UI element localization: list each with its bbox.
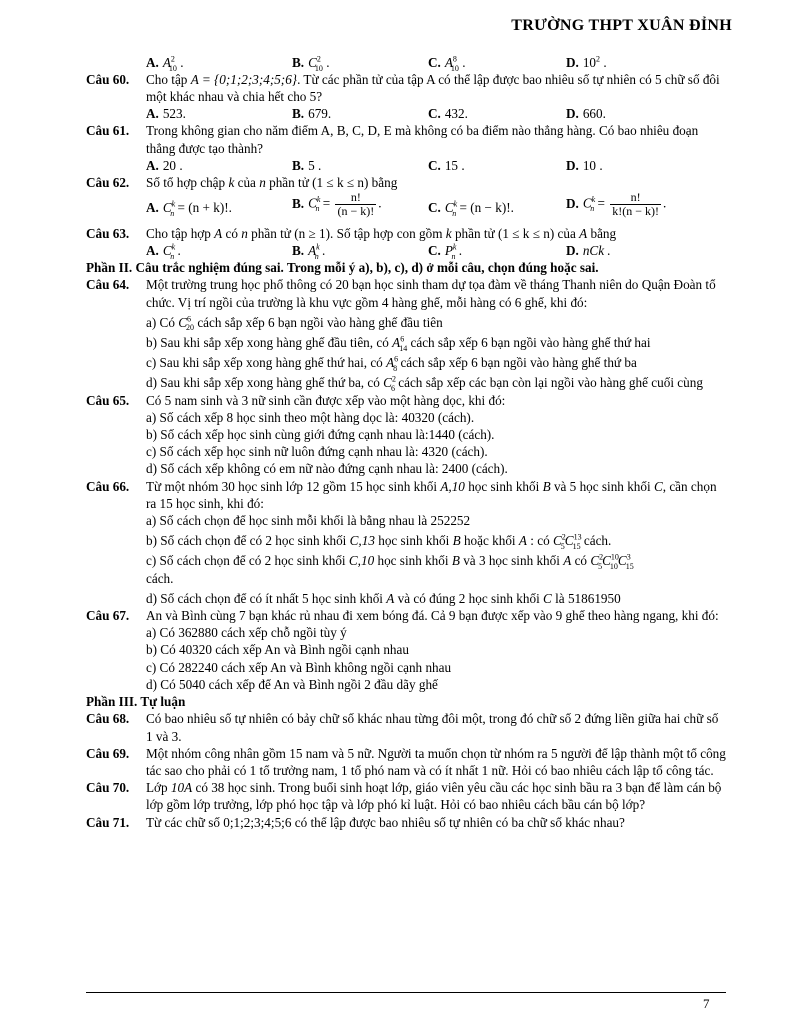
q65-item-c: c) Số cách xếp học sinh nữ luôn đứng cạnh nhau là: 4320 (cách). (146, 444, 488, 460)
q64-item-a: a) Có $C^6_{20}$ cách sắp xếp 6 bạn ngồi vào hàng ghế đầu tiên (146, 314, 443, 333)
q65-item-d: d) Số cách xếp không có em nữ nào đứng cạnh nhau là: 2400 (cách). (146, 461, 508, 477)
part-2-heading: Phần II. Câu trắc nghiệm đúng sai. Trong mỗi ý a), b), c), d) ở mỗi câu, chọn đúng hoặc sai. (86, 260, 599, 276)
q63-options: A. $C^k_n$ . B. $A^k_n$ . C. $P^k_n$ . D. nCk . (146, 242, 611, 261)
q59-options (146, 54, 726, 71)
q61-options: A. 20 . B. 5 . C. 15 . D. 10 . (146, 157, 603, 173)
q64-item-c: c) Sau khi sắp xếp xong hàng ghế thứ hai, có $A^6_8$ cách sắp xếp 6 bạn ngồi vào hàng ghế thứ ba (146, 354, 637, 373)
q67-item-c: c) Có 282240 cách xếp An và Bình không ngồi cạnh nhau (146, 659, 452, 675)
question-65: Câu 65. Có 5 nam sinh và 3 nữ sinh cần được xếp vào một hàng dọc, khi đó: (86, 392, 506, 408)
q67-item-b: b) Có 40320 cách xếp An và Bình ngồi cạnh nhau (146, 642, 409, 658)
q66-item-a: a) Số cách chọn để học sinh mỗi khối là bằng nhau là 252252 (146, 513, 471, 529)
question-64: Câu 64. Một trường trung học phổ thông có 20 bạn học sinh tham dự tọa đàm về tháng Thanh niên do Quận Đoàn tổ chức. Vị trí ngồi của trường là khu vực gồm 4 hàng ghế, mỗi hàng có 6 ghế, khi đó: (86, 277, 716, 310)
q60-options: A. 523. B. 679. C. 432. D. 660. (146, 106, 606, 122)
q59-option-a: A. $A^2_{10}$ . (146, 54, 184, 73)
question-69: Câu 69. Một nhóm công nhân gồm 15 nam và 5 nữ. Người ta muốn chọn từ nhóm ra 5 người để lập thành một tổ công tác sao cho phải có 1 tổ trưởng nam, 1 tổ phó nam và có ít nhất 1 nữ. Hỏi có bao nhiêu cách lập tổ công tác. (86, 745, 726, 778)
q66-item-c: c) Số cách chọn để có 2 học sinh khối C,10 học sinh khối B và 3 học sinh khối A có $C^2_5C^{10}_{10}C^3_{15}$ cách. (146, 553, 634, 586)
question-68: Câu 68. Có bao nhiêu số tự nhiên có bảy chữ số khác nhau từng đôi một, trong đó chữ số 2 đứng liền giữa hai chữ số 1 và 3. (86, 711, 719, 744)
page-number: 7 (703, 996, 710, 1011)
question-62: Câu 62. Số tổ hợp chập k của n phần tử (1 ≤ k ≤ n) bằng (86, 174, 398, 190)
q65-item-b: b) Số cách xếp học sinh cùng giới đứng cạnh nhau là:1440 (cách). (146, 427, 495, 443)
page-content (86, 54, 726, 831)
question-61: Câu 61. Trong không gian cho năm điểm A, B, C, D, E mà không có ba điểm nào thẳng hàng. Có bao nhiêu đoạn thẳng được tạo thành? (86, 123, 699, 156)
q66-item-b: b) Số cách chọn để có 2 học sinh khối C,13 học sinh khối B hoặc khối A : có $C^2_5C^{13}_{15}$ cách. (146, 532, 612, 551)
question-70: Câu 70. Lớp 10A có 38 học sinh. Trong buổi sinh hoạt lớp, giáo viên yêu cầu các học sinh bầu ra 3 bạn để làm cán bộ lớp gồm lớp trưởng, lớp phó học tập và lớp phó kỉ luật. Hỏi có bao nhiêu cách bầu cán bộ lớp? (86, 780, 722, 813)
q66-item-d: d) Số cách chọn để có ít nhất 5 học sinh khối A và có đúng 2 học sinh khối C là 51861950 (146, 590, 621, 606)
q62-options: A. $C^k_n = (n + k)$!. B. $C^k_n$ = $\frac{n!}{(n - k)!}$ . C. $C^k_n = (n - k)$!. D. $C^k_n$ = $\frac{n!}{k!(n - k)!}$ . (146, 190, 667, 219)
q59-option-b: B. $C^2_{10}$ . (292, 54, 330, 73)
question-63: Câu 63. Cho tập hợp A có n phần tử (n ≥ 1). Số tập hợp con gồm k phần tử (1 ≤ k ≤ n) của A bằng (86, 226, 617, 242)
school-header: TRƯỜNG THPT XUÂN ĐỈNH (511, 17, 732, 34)
footer-divider (86, 992, 726, 993)
part-3-heading: Phần III. Tự luận (86, 694, 186, 710)
q59-option-c: C. $A^8_{10}$ . (428, 54, 466, 73)
q64-item-d: d) Sau khi sắp xếp xong hàng ghế thứ ba, có $C^2_6$ cách sắp xếp các bạn còn lại ngồi vào hàng ghế cuối cùng (146, 375, 703, 394)
q65-item-a: a) Số cách xếp 8 học sinh theo một hàng dọc là: 40320 (cách). (146, 409, 475, 425)
question-66: Câu 66. Từ một nhóm 30 học sinh lớp 12 gồm 15 học sinh khối A,10 học sinh khối B và 5 học sinh khối C, cần chọn ra 15 học sinh, khi đó: (86, 478, 717, 511)
question-71: Câu 71. Từ các chữ số 0;1;2;3;4;5;6 có thể lập được bao nhiêu số tự nhiên có ba chữ số khác nhau? (86, 814, 625, 830)
q67-item-a: a) Có 362880 cách xếp chỗ ngồi tùy ý (146, 625, 347, 641)
question-60: Câu 60. Cho tập A = {0;1;2;3;4;5;6}. Từ các phần tử của tập A có thể lập được bao nhiêu số tự nhiên có 5 chữ số đôi một khác nhau và chia hết cho 5? (86, 72, 720, 105)
q67-item-d: d) Có 5040 cách xếp để An và Bình ngồi 2 đầu dãy ghế (146, 676, 438, 692)
q59-option-d: D. $10^2$ . (566, 54, 607, 70)
question-67: Câu 67. An và Bình cùng 7 bạn khác rủ nhau đi xem bóng đá. Cả 9 bạn được xếp vào 9 ghế theo hàng ngang, khi đó: (86, 608, 719, 624)
q64-item-b: b) Sau khi sắp xếp xong hàng ghế đầu tiên, có $A^6_{14}$ cách sắp xếp 6 bạn ngồi vào hàng ghế thứ hai (146, 334, 651, 353)
